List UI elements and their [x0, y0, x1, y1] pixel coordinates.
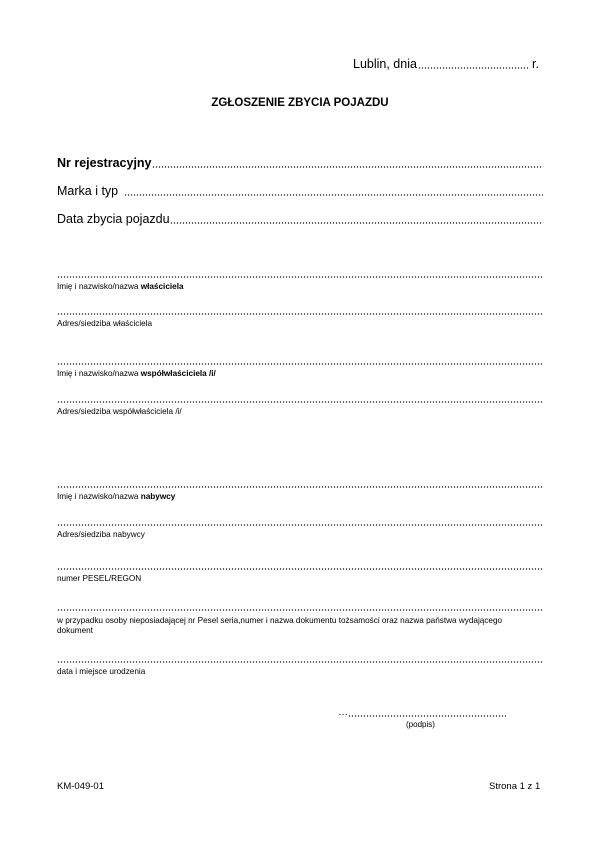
- buyer-name-field[interactable]: [57, 486, 543, 488]
- page-number: Strona 1 z 1: [489, 781, 541, 792]
- make-type-field[interactable]: [124, 194, 543, 196]
- reg-number-field[interactable]: [152, 166, 543, 168]
- city-date-suffix: r.: [532, 57, 539, 71]
- owner-address-field[interactable]: [57, 313, 543, 315]
- page-title: ZGŁOSZENIE ZBYCIA POJAZDU: [211, 97, 389, 109]
- coowner-name-field[interactable]: [57, 363, 543, 365]
- sale-date-label: Data zbycia pojazdu: [57, 212, 170, 226]
- pesel-field[interactable]: [57, 568, 543, 570]
- city-date-line: [353, 57, 417, 71]
- birth-label: data i miejsce urodzenia: [57, 667, 146, 676]
- signature-field[interactable]: [348, 715, 506, 717]
- make-type-label: Marka i typ: [57, 184, 119, 198]
- id-document-label: w przypadku osoby nieposiadającej nr Pesel seria,numer i nazwa dokumentu tożsamości oraz nazwa państwa wydającego dokument: [57, 616, 503, 635]
- owner-address-label: Adres/siedziba właściciela: [57, 319, 153, 328]
- owner-name-label: Imię i nazwisko/nazwa właściciela: [57, 282, 184, 291]
- coowner-address-field[interactable]: [57, 401, 543, 403]
- signature-label: (podpis): [406, 720, 435, 729]
- id-document-field[interactable]: [57, 609, 543, 611]
- coowner-name-label: Imię i nazwisko/nazwa współwłaściciela /i/: [57, 369, 216, 378]
- coowner-address-label: Adres/siedziba współwłaściciela /i/: [57, 407, 182, 416]
- buyer-address-field[interactable]: [57, 524, 543, 526]
- pesel-label: numer PESEL/REGON: [57, 574, 142, 583]
- form-code: KM-049-01: [57, 781, 104, 792]
- owner-name-field[interactable]: [57, 276, 543, 278]
- buyer-address-label: Adres/siedziba nabywcy: [57, 530, 145, 539]
- city-date-prefix: Lublin, dnia: [353, 57, 417, 71]
- signature-prefix: …: [338, 707, 348, 718]
- buyer-name-label: Imię i nazwisko/nazwa nabywcy: [57, 492, 176, 501]
- date-blank[interactable]: [418, 67, 528, 69]
- sale-date-field[interactable]: [170, 222, 543, 224]
- reg-number-label: Nr rejestracyjny: [57, 156, 152, 170]
- birth-field[interactable]: [57, 661, 543, 663]
